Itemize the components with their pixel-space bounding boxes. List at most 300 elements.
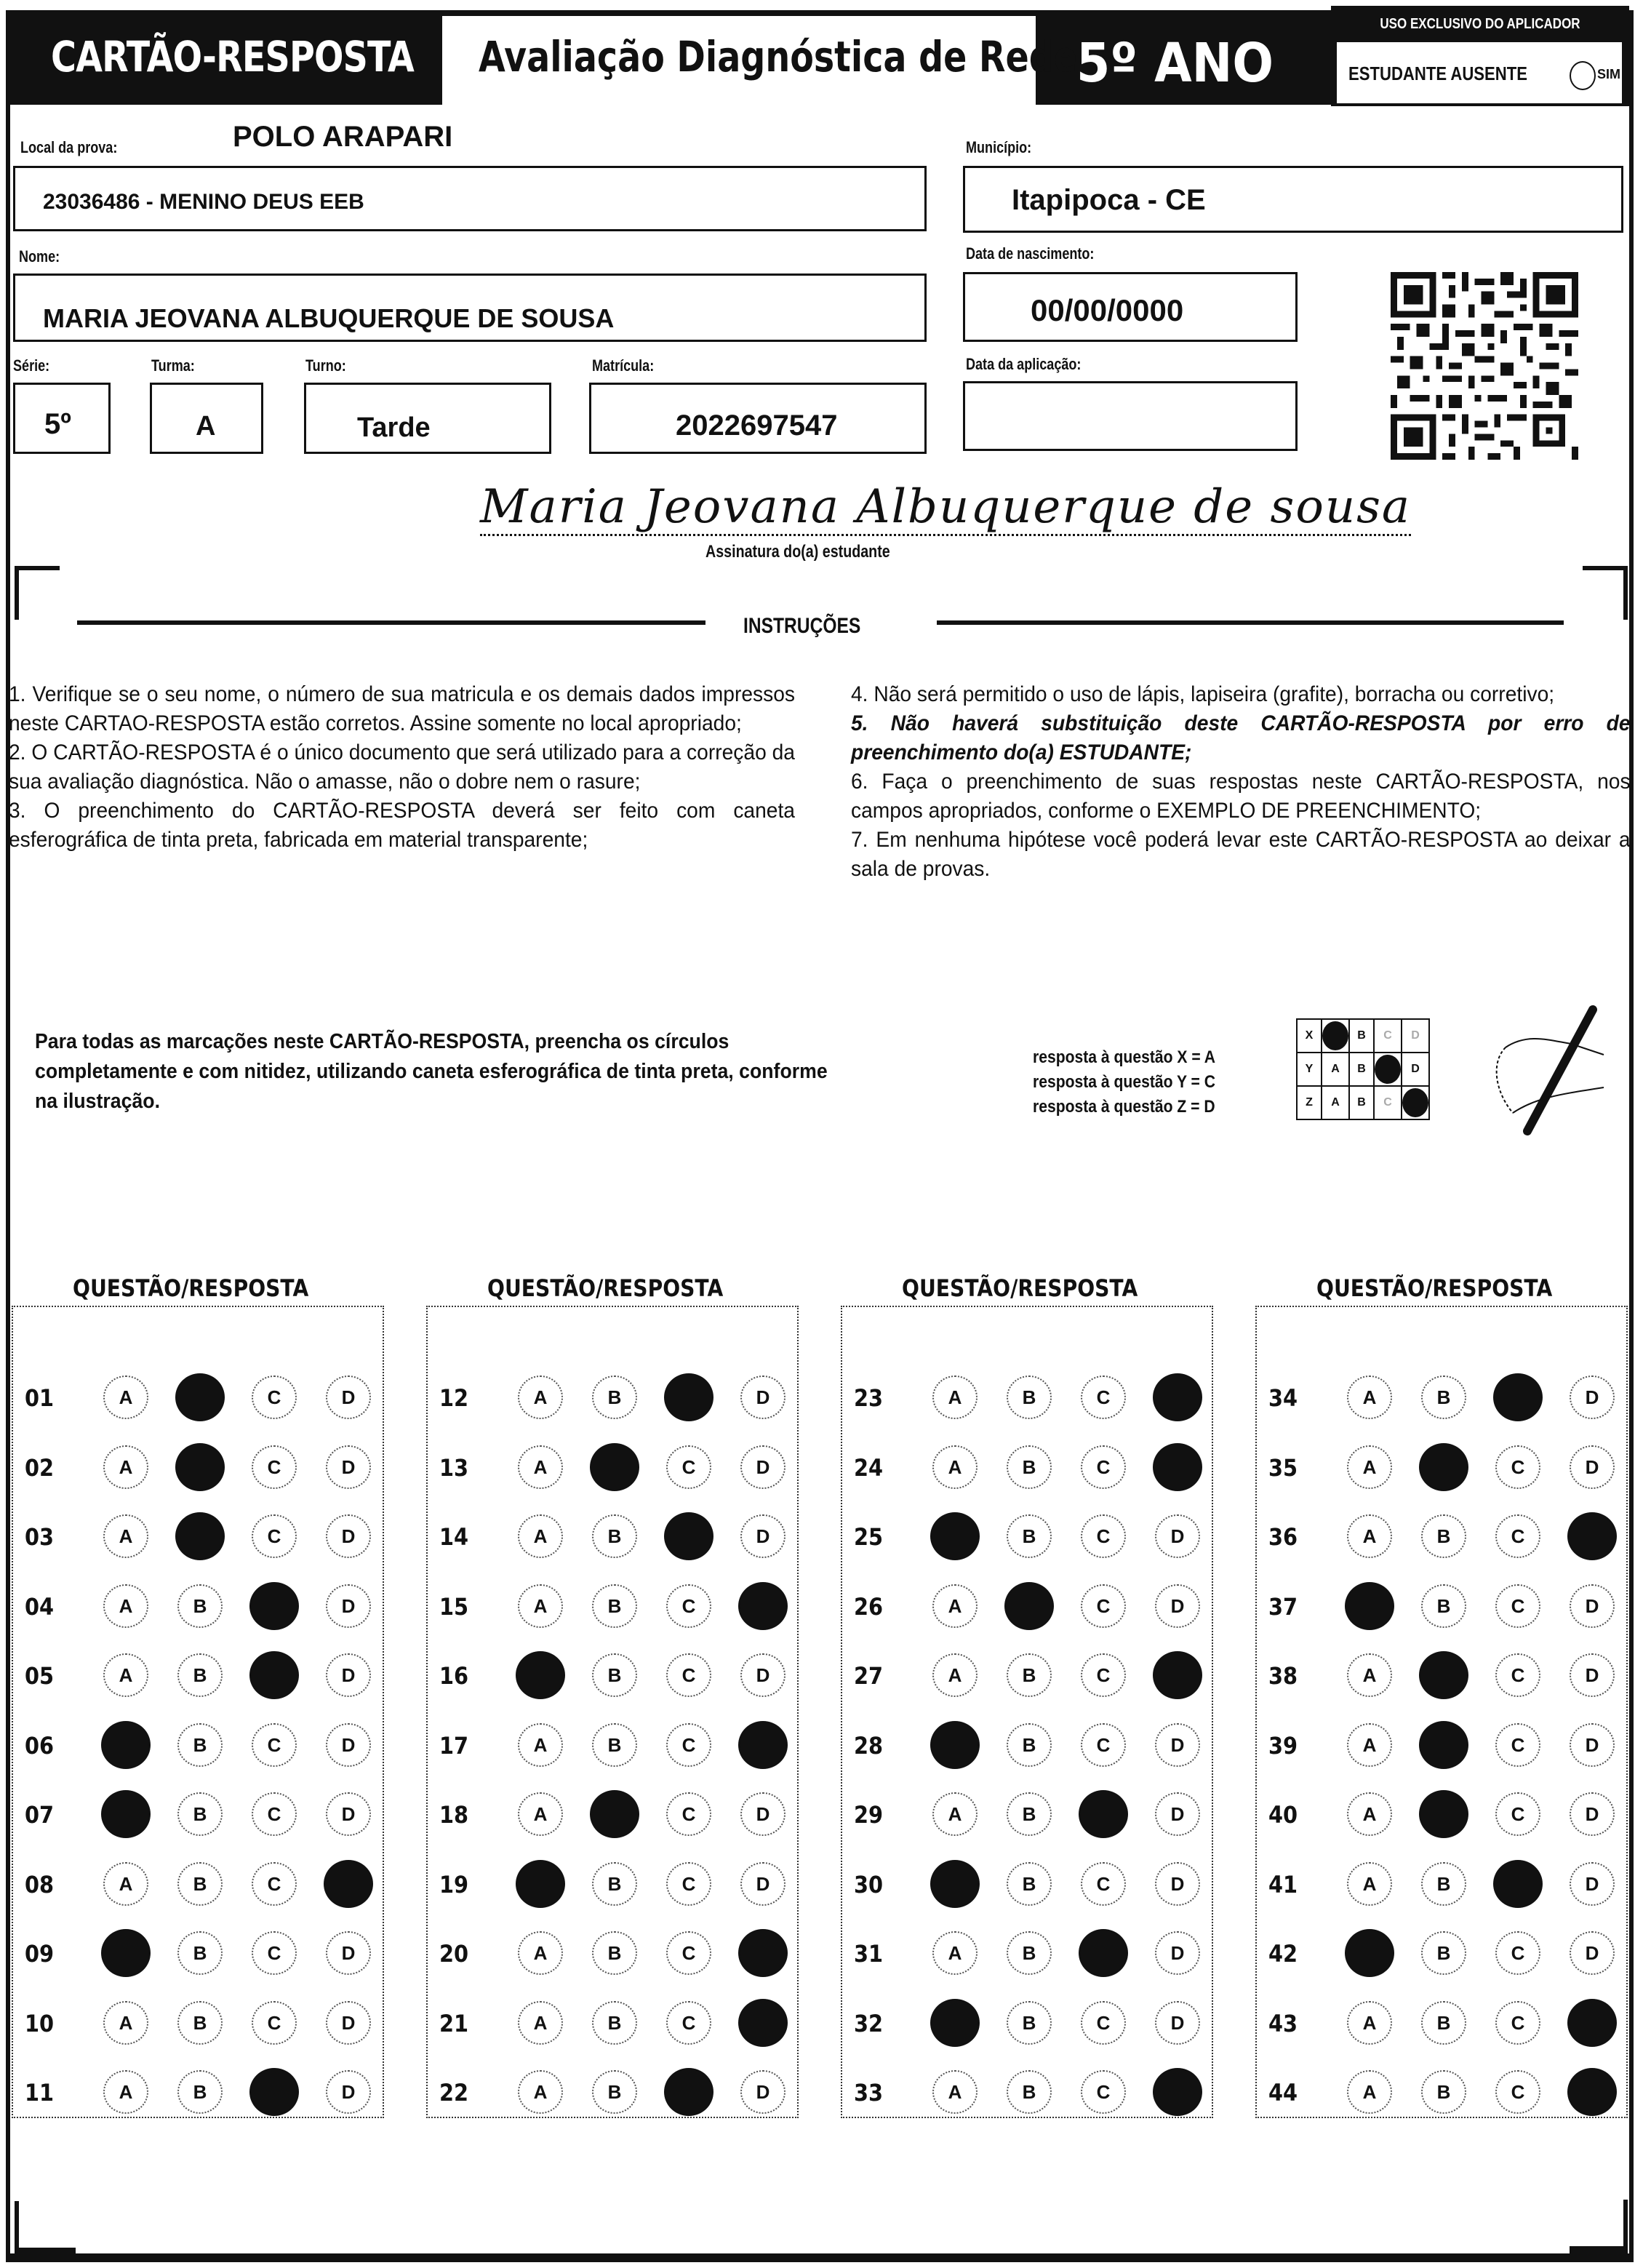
answer-bubble-c[interactable]	[664, 2068, 713, 2116]
answer-bubble-d[interactable]	[738, 1999, 788, 2047]
example-row-z: Z A B C	[1297, 1086, 1429, 1119]
answer-bubble-c[interactable]: C	[1081, 1375, 1126, 1419]
answer-row	[842, 1445, 1212, 1489]
question-number: 16	[439, 1662, 469, 1690]
answer-bubble-b[interactable]: B	[592, 1514, 637, 1558]
answer-bubble-a[interactable]: A	[932, 1445, 978, 1489]
question-number: 32	[854, 2009, 884, 2037]
answer-column-4	[1255, 1306, 1628, 2118]
filled-bubble-icon	[1322, 1021, 1348, 1050]
example-q: X	[1297, 1019, 1322, 1053]
answer-row	[1257, 1375, 1626, 1419]
instruction-7: 7. Em nenhuma hipótese você poderá levar este CARTÃO-RESPOSTA ao deixar a sala de provas.	[851, 828, 1631, 881]
instructions-left	[9, 680, 795, 855]
answer-bubble-a[interactable]: A	[932, 1375, 978, 1419]
answer-bubble-c[interactable]: C	[1495, 2001, 1540, 2045]
answer-bubble-d[interactable]	[1153, 1443, 1202, 1491]
answer-bubble-a[interactable]: A	[518, 2070, 563, 2114]
answer-bubble-c[interactable]: C	[1081, 1723, 1126, 1767]
answer-bubble-d[interactable]	[1153, 1373, 1202, 1421]
answer-bubble-a[interactable]: A	[103, 1862, 148, 1906]
answer-bubble-a[interactable]: A	[518, 1792, 563, 1836]
answer-bubble-c[interactable]: C	[252, 2001, 297, 2045]
absent-bubble[interactable]	[1570, 61, 1596, 90]
answer-bubble-d[interactable]: D	[740, 1375, 785, 1419]
answer-bubble-c[interactable]	[1079, 1790, 1128, 1838]
question-number: 40	[1268, 1801, 1298, 1829]
answer-bubble-d[interactable]: D	[1155, 1931, 1200, 1975]
answer-bubble-a[interactable]	[1345, 1582, 1394, 1630]
answer-bubble-a[interactable]: A	[932, 1584, 978, 1628]
corner-mark-tl	[15, 566, 19, 620]
answer-row	[842, 1931, 1212, 1975]
answer-bubble-d[interactable]: D	[740, 1862, 785, 1906]
answer-bubble-a[interactable]: A	[1347, 1514, 1392, 1558]
answer-bubble-d[interactable]: D	[326, 1792, 371, 1836]
answer-bubble-c[interactable]: C	[1081, 1862, 1126, 1906]
answer-row	[13, 1931, 383, 1975]
answer-bubble-c[interactable]: C	[666, 1584, 711, 1628]
question-number: 14	[439, 1523, 469, 1551]
answer-bubble-d[interactable]: D	[1570, 1584, 1615, 1628]
answer-bubble-a[interactable]	[930, 1860, 980, 1908]
aplicacao-field	[963, 381, 1298, 451]
answer-row	[1257, 2001, 1626, 2045]
answer-bubble-a[interactable]	[930, 1721, 980, 1769]
answer-bubble-a[interactable]: A	[518, 1514, 563, 1558]
example-grid	[1296, 1018, 1430, 1120]
answer-bubble-d[interactable]: D	[326, 1375, 371, 1419]
answer-row	[1257, 2070, 1626, 2114]
answer-row	[13, 1584, 383, 1628]
question-number: 10	[25, 2009, 55, 2037]
answer-bubble-a[interactable]	[930, 1999, 980, 2047]
answer-bubble-d[interactable]	[738, 1721, 788, 1769]
answer-bubble-d[interactable]: D	[326, 1514, 371, 1558]
question-number: 09	[25, 1940, 55, 1968]
instruction-3: 3. O preenchimento do CARTÃO-RESPOSTA deverá ser feito com caneta esferográfica de tinta preta, fabricada em material transparente;	[9, 799, 795, 852]
question-number: 03	[25, 1523, 55, 1551]
answer-bubble-a[interactable]	[101, 1721, 151, 1769]
answer-column-2	[426, 1306, 799, 2118]
answer-bubble-c[interactable]: C	[666, 1862, 711, 1906]
answer-bubble-c[interactable]	[664, 1373, 713, 1421]
question-number: 23	[854, 1384, 884, 1412]
answer-bubble-d[interactable]	[1567, 1999, 1617, 2047]
nascimento-field	[963, 272, 1298, 342]
corner-mark-tr-h	[1583, 566, 1628, 570]
answer-bubble-b[interactable]	[590, 1790, 639, 1838]
question-number: 31	[854, 1940, 884, 1968]
answer-bubble-d[interactable]: D	[1570, 1862, 1615, 1906]
question-number: 11	[25, 2079, 55, 2107]
answer-bubble-b[interactable]: B	[1421, 1931, 1466, 1975]
answer-bubble-a[interactable]	[101, 1790, 151, 1838]
answer-bubble-d[interactable]: D	[740, 1792, 785, 1836]
question-number: 07	[25, 1801, 55, 1829]
answer-bubble-b[interactable]: B	[1007, 1792, 1052, 1836]
matricula-label: Matrícula:	[592, 356, 655, 375]
answer-bubble-b[interactable]: B	[1007, 2001, 1052, 2045]
answer-bubble-b[interactable]: B	[592, 2070, 637, 2114]
answer-row	[842, 1584, 1212, 1628]
answer-bubble-d[interactable]	[738, 1929, 788, 1977]
answer-bubble-b[interactable]: B	[1007, 1514, 1052, 1558]
question-number: 18	[439, 1801, 469, 1829]
pen-hand-icon	[1484, 1004, 1607, 1149]
municipio-label: Município:	[966, 138, 1032, 156]
answer-bubble-a[interactable]: A	[1347, 1375, 1392, 1419]
instruction-6: 6. Faça o preenchimento de suas respostas neste CARTÃO-RESPOSTA, nos campos apropriados, conforme o EXEMPLO DE PREENCHIMENTO;	[851, 770, 1631, 823]
answer-bubble-b[interactable]: B	[1007, 2070, 1052, 2114]
answer-row	[1257, 1931, 1626, 1975]
answer-bubble-b[interactable]: B	[1007, 1375, 1052, 1419]
corner-mark-br-h	[1570, 2246, 1628, 2256]
answer-bubble-a[interactable]: A	[103, 1445, 148, 1489]
answer-bubble-d[interactable]: D	[1155, 1792, 1200, 1836]
turma-value: A	[196, 411, 216, 442]
answer-bubble-d[interactable]: D	[740, 1653, 785, 1697]
instructions-title: INSTRUÇÕES	[743, 614, 861, 638]
answer-bubble-b[interactable]	[1419, 1651, 1468, 1699]
answer-bubble-b[interactable]	[1419, 1790, 1468, 1838]
question-number: 05	[25, 1662, 55, 1690]
instructions-right	[851, 680, 1631, 884]
answers-header-3: QUESTÃO/RESPOSTA	[902, 1274, 1138, 1302]
answer-bubble-b[interactable]	[590, 1443, 639, 1491]
answer-bubble-d[interactable]	[324, 1860, 373, 1908]
answer-bubble-d[interactable]: D	[1155, 1723, 1200, 1767]
answer-bubble-a[interactable]: A	[518, 2001, 563, 2045]
answer-bubble-c[interactable]: C	[252, 1375, 297, 1419]
answer-row	[428, 1375, 797, 1419]
answer-bubble-b[interactable]: B	[592, 1862, 637, 1906]
answer-bubble-c[interactable]	[1079, 1929, 1128, 1977]
answer-bubble-c[interactable]: C	[1081, 1445, 1126, 1489]
answer-bubble-d[interactable]: D	[326, 1653, 371, 1697]
answer-row	[1257, 1653, 1626, 1697]
answer-bubble-d[interactable]: D	[1570, 1445, 1615, 1489]
answer-bubble-b[interactable]	[1004, 1582, 1054, 1630]
question-number: 06	[25, 1731, 55, 1760]
answer-bubble-b[interactable]: B	[1421, 1514, 1466, 1558]
answer-bubble-d[interactable]	[1567, 1512, 1617, 1560]
answer-row	[842, 1792, 1212, 1836]
question-number: 33	[854, 2079, 884, 2107]
answer-bubble-d[interactable]: D	[1570, 1375, 1615, 1419]
answer-bubble-a[interactable]	[1345, 1929, 1394, 1977]
answer-row	[13, 1514, 383, 1558]
answer-bubble-c[interactable]: C	[1495, 1653, 1540, 1697]
answer-bubble-b[interactable]	[1419, 1443, 1468, 1491]
answer-bubble-d[interactable]: D	[326, 1584, 371, 1628]
answer-row	[1257, 1723, 1626, 1767]
answer-bubble-c[interactable]: C	[1495, 1584, 1540, 1628]
answer-bubble-a[interactable]: A	[932, 1931, 978, 1975]
answer-bubble-c[interactable]	[664, 1512, 713, 1560]
answer-bubble-d[interactable]: D	[1570, 1931, 1615, 1975]
answer-bubble-d[interactable]: D	[326, 1931, 371, 1975]
turno-field	[304, 383, 551, 454]
absent-box	[1337, 42, 1622, 103]
answer-row	[842, 1653, 1212, 1697]
local-value: POLO ARAPARI	[233, 121, 453, 153]
answer-bubble-a[interactable]: A	[103, 1514, 148, 1558]
answer-bubble-d[interactable]: D	[740, 1514, 785, 1558]
nome-label: Nome:	[19, 247, 60, 265]
answer-bubble-c[interactable]: C	[252, 1514, 297, 1558]
answer-bubble-b[interactable]: B	[1421, 1375, 1466, 1419]
question-number: 19	[439, 1870, 469, 1898]
question-number: 39	[1268, 1731, 1298, 1760]
question-number: 15	[439, 1592, 469, 1621]
answer-bubble-c[interactable]: C	[666, 1653, 711, 1697]
instruction-2: 2. O CARTÃO-RESPOSTA é o único documento que será utilizado para a correção da sua avaliação diagnóstica. Não o amasse, não o dobre nem o rasure;	[9, 740, 795, 794]
answer-bubble-b[interactable]: B	[177, 2070, 223, 2114]
answer-bubble-b[interactable]: B	[177, 1584, 223, 1628]
answer-bubble-a[interactable]: A	[932, 2070, 978, 2114]
answer-bubble-a[interactable]	[516, 1860, 565, 1908]
corner-mark-bl	[15, 2201, 19, 2252]
answer-row	[842, 1862, 1212, 1906]
answer-bubble-c[interactable]: C	[1081, 1653, 1126, 1697]
filled-bubble-icon	[1402, 1088, 1428, 1117]
answer-bubble-a[interactable]: A	[1347, 1653, 1392, 1697]
answer-bubble-c[interactable]: C	[1495, 1792, 1540, 1836]
instruction-5: 5. Não haverá substituição deste CARTÃO-RESPOSTA por erro de preenchimento do(a) ESTUDANTE;	[851, 711, 1631, 764]
nascimento-value: 00/00/0000	[1031, 293, 1184, 327]
answer-bubble-b[interactable]	[175, 1373, 225, 1421]
answer-bubble-b[interactable]: B	[1007, 1862, 1052, 1906]
question-number: 24	[854, 1453, 884, 1482]
answer-bubble-d[interactable]	[1567, 2068, 1617, 2116]
answer-bubble-b[interactable]: B	[592, 1931, 637, 1975]
school-field	[13, 166, 927, 231]
answer-bubble-b[interactable]	[1419, 1721, 1468, 1769]
answer-bubble-a[interactable]: A	[1347, 1723, 1392, 1767]
question-number: 12	[439, 1384, 469, 1412]
answer-row	[1257, 1584, 1626, 1628]
answer-bubble-c[interactable]: C	[1081, 1514, 1126, 1558]
question-number: 21	[439, 2009, 469, 2037]
answer-bubble-c[interactable]: C	[1495, 2070, 1540, 2114]
answer-bubble-d[interactable]: D	[740, 1445, 785, 1489]
corner-mark-tr	[1623, 566, 1628, 620]
answer-bubble-c[interactable]: C	[666, 1931, 711, 1975]
answer-column-1	[12, 1306, 384, 2118]
school-value: 23036486 - MENINO DEUS EEB	[43, 190, 364, 214]
answer-row	[13, 1862, 383, 1906]
serie-label: Série:	[13, 356, 50, 375]
absent-option: SIM	[1597, 67, 1621, 81]
question-number: 36	[1268, 1523, 1298, 1551]
answer-row	[428, 1792, 797, 1836]
answer-row	[428, 1584, 797, 1628]
answer-bubble-b[interactable]: B	[1421, 2001, 1466, 2045]
answer-row	[428, 1931, 797, 1975]
question-number: 41	[1268, 1870, 1298, 1898]
answer-bubble-b[interactable]: B	[1421, 2070, 1466, 2114]
answer-bubble-b[interactable]: B	[592, 1653, 637, 1697]
question-number: 29	[854, 1801, 884, 1829]
answer-bubble-b[interactable]: B	[177, 1653, 223, 1697]
answer-bubble-c[interactable]: C	[252, 1862, 297, 1906]
answer-row	[1257, 1792, 1626, 1836]
answer-bubble-a[interactable]: A	[518, 1931, 563, 1975]
answer-bubble-c[interactable]: C	[1495, 1514, 1540, 1558]
answer-bubble-d[interactable]: D	[1155, 1862, 1200, 1906]
answer-row	[842, 1375, 1212, 1419]
answer-bubble-c[interactable]: C	[1495, 1723, 1540, 1767]
grade-badge: 5º ANO	[1076, 32, 1274, 95]
example-q: Y	[1297, 1053, 1322, 1086]
answer-bubble-a[interactable]: A	[932, 1653, 978, 1697]
answer-bubble-a[interactable]: A	[932, 1792, 978, 1836]
answer-row	[1257, 1514, 1626, 1558]
answer-bubble-a[interactable]: A	[1347, 2070, 1392, 2114]
answer-bubble-a[interactable]: A	[518, 1375, 563, 1419]
answer-bubble-d[interactable]: D	[326, 2001, 371, 2045]
answer-row	[13, 1653, 383, 1697]
answer-bubble-c[interactable]: C	[1081, 1584, 1126, 1628]
answer-bubble-a[interactable]: A	[1347, 1445, 1392, 1489]
answer-bubble-d[interactable]: D	[326, 1723, 371, 1767]
answers-header-4: QUESTÃO/RESPOSTA	[1316, 1274, 1553, 1302]
instr-rule-right	[937, 620, 1564, 625]
nome-value: MARIA JEOVANA ALBUQUERQUE DE SOUSA	[43, 303, 615, 333]
answer-bubble-d[interactable]	[738, 1582, 788, 1630]
answer-bubble-a[interactable]: A	[1347, 2001, 1392, 2045]
aplicacao-label: Data da aplicação:	[966, 355, 1082, 373]
answer-row	[13, 1792, 383, 1836]
example-legend-y: resposta à questão Y = C	[1033, 1072, 1216, 1092]
answer-bubble-d[interactable]: D	[1155, 2001, 1200, 2045]
answer-bubble-d[interactable]	[1153, 2068, 1202, 2116]
answer-bubble-c[interactable]	[249, 1651, 299, 1699]
answer-bubble-b[interactable]: B	[1421, 1584, 1466, 1628]
answer-bubble-a[interactable]: A	[518, 1723, 563, 1767]
answer-bubble-b[interactable]: B	[177, 1862, 223, 1906]
answer-bubble-c[interactable]: C	[1495, 1445, 1540, 1489]
answer-row	[1257, 1862, 1626, 1906]
answer-bubble-b[interactable]: B	[592, 2001, 637, 2045]
answer-bubble-b[interactable]: B	[1421, 1862, 1466, 1906]
answer-bubble-b[interactable]: B	[177, 2001, 223, 2045]
answer-bubble-c[interactable]	[249, 1582, 299, 1630]
answer-bubble-c[interactable]: C	[666, 1445, 711, 1489]
answer-bubble-c[interactable]: C	[252, 1792, 297, 1836]
answer-bubble-b[interactable]: B	[592, 1584, 637, 1628]
signature-label: Assinatura do(a) estudante	[705, 542, 890, 562]
answer-bubble-c[interactable]: C	[1495, 1931, 1540, 1975]
answer-bubble-b[interactable]: B	[1007, 1931, 1052, 1975]
question-number: 01	[25, 1384, 55, 1412]
answer-bubble-c[interactable]: C	[1081, 2001, 1126, 2045]
card-title: CARTÃO-RESPOSTA	[51, 32, 414, 81]
answer-bubble-c[interactable]: C	[252, 1445, 297, 1489]
question-number: 17	[439, 1731, 469, 1760]
answer-bubble-b[interactable]: B	[177, 1723, 223, 1767]
answer-bubble-c[interactable]	[1493, 1373, 1543, 1421]
answer-bubble-d[interactable]: D	[1155, 1514, 1200, 1558]
answer-bubble-b[interactable]: B	[592, 1375, 637, 1419]
answer-bubble-b[interactable]	[175, 1512, 225, 1560]
answer-bubble-b[interactable]: B	[1007, 1723, 1052, 1767]
answer-bubble-d[interactable]: D	[1570, 1653, 1615, 1697]
answer-bubble-d[interactable]: D	[1570, 1723, 1615, 1767]
question-number: 43	[1268, 2009, 1298, 2037]
question-number: 30	[854, 1870, 884, 1898]
question-number: 35	[1268, 1453, 1298, 1482]
applicator-panel	[1331, 6, 1629, 106]
qr-code-icon	[1391, 250, 1578, 482]
answer-bubble-c[interactable]: C	[1081, 2070, 1126, 2114]
answer-bubble-a[interactable]: A	[103, 1375, 148, 1419]
local-label: Local da prova:	[20, 138, 118, 156]
answer-bubble-a[interactable]	[516, 1651, 565, 1699]
answer-bubble-c[interactable]: C	[666, 1792, 711, 1836]
answer-row	[842, 2070, 1212, 2114]
answer-bubble-a[interactable]: A	[1347, 1862, 1392, 1906]
answer-bubble-c[interactable]	[1493, 1860, 1543, 1908]
answer-row	[428, 1723, 797, 1767]
answer-bubble-d[interactable]	[1153, 1651, 1202, 1699]
instruction-1: 1. Verifique se o seu nome, o número de sua matricula e os demais dados impressos neste CARTAO-RESPOSTA estão corretos. Assine somente no local apropriado;	[9, 682, 795, 735]
answer-row	[13, 1445, 383, 1489]
answer-row	[428, 1514, 797, 1558]
answer-row	[428, 1862, 797, 1906]
turma-label: Turma:	[151, 356, 195, 375]
answer-bubble-c[interactable]: C	[252, 1931, 297, 1975]
answer-bubble-d[interactable]: D	[1155, 1584, 1200, 1628]
answer-bubble-b[interactable]	[175, 1443, 225, 1491]
answer-bubble-b[interactable]: B	[177, 1931, 223, 1975]
answer-bubble-a[interactable]: A	[103, 1653, 148, 1697]
answer-row	[13, 1723, 383, 1767]
answer-bubble-a[interactable]: A	[103, 2001, 148, 2045]
answer-bubble-c[interactable]: C	[666, 1723, 711, 1767]
answer-bubble-b[interactable]: B	[177, 1792, 223, 1836]
question-number: 25	[854, 1523, 884, 1551]
question-number: 22	[439, 2079, 469, 2107]
answer-row	[428, 2070, 797, 2114]
answer-bubble-d[interactable]: D	[326, 2070, 371, 2114]
answer-bubble-b[interactable]: B	[1007, 1653, 1052, 1697]
question-number: 42	[1268, 1940, 1298, 1968]
question-number: 20	[439, 1940, 469, 1968]
answer-bubble-d[interactable]: D	[1570, 1792, 1615, 1836]
answer-bubble-b[interactable]: B	[1007, 1445, 1052, 1489]
answer-bubble-a[interactable]: A	[518, 1445, 563, 1489]
answer-bubble-c[interactable]: C	[252, 1723, 297, 1767]
answer-bubble-a[interactable]	[101, 1929, 151, 1977]
serie-field	[13, 383, 111, 454]
answer-bubble-b[interactable]: B	[592, 1723, 637, 1767]
answer-bubble-d[interactable]: D	[740, 2070, 785, 2114]
answer-bubble-a[interactable]: A	[518, 1584, 563, 1628]
answer-bubble-c[interactable]	[249, 2068, 299, 2116]
question-number: 34	[1268, 1384, 1298, 1412]
question-number: 04	[25, 1592, 55, 1621]
answer-bubble-d[interactable]: D	[326, 1445, 371, 1489]
matricula-value: 2022697547	[676, 410, 838, 442]
answer-bubble-a[interactable]	[930, 1512, 980, 1560]
answer-bubble-a[interactable]: A	[103, 1584, 148, 1628]
answer-bubble-a[interactable]: A	[1347, 1792, 1392, 1836]
answer-bubble-c[interactable]: C	[666, 2001, 711, 2045]
answer-bubble-a[interactable]: A	[103, 2070, 148, 2114]
exam-title: Avaliação Diagnóstica de Rede	[479, 32, 1078, 81]
